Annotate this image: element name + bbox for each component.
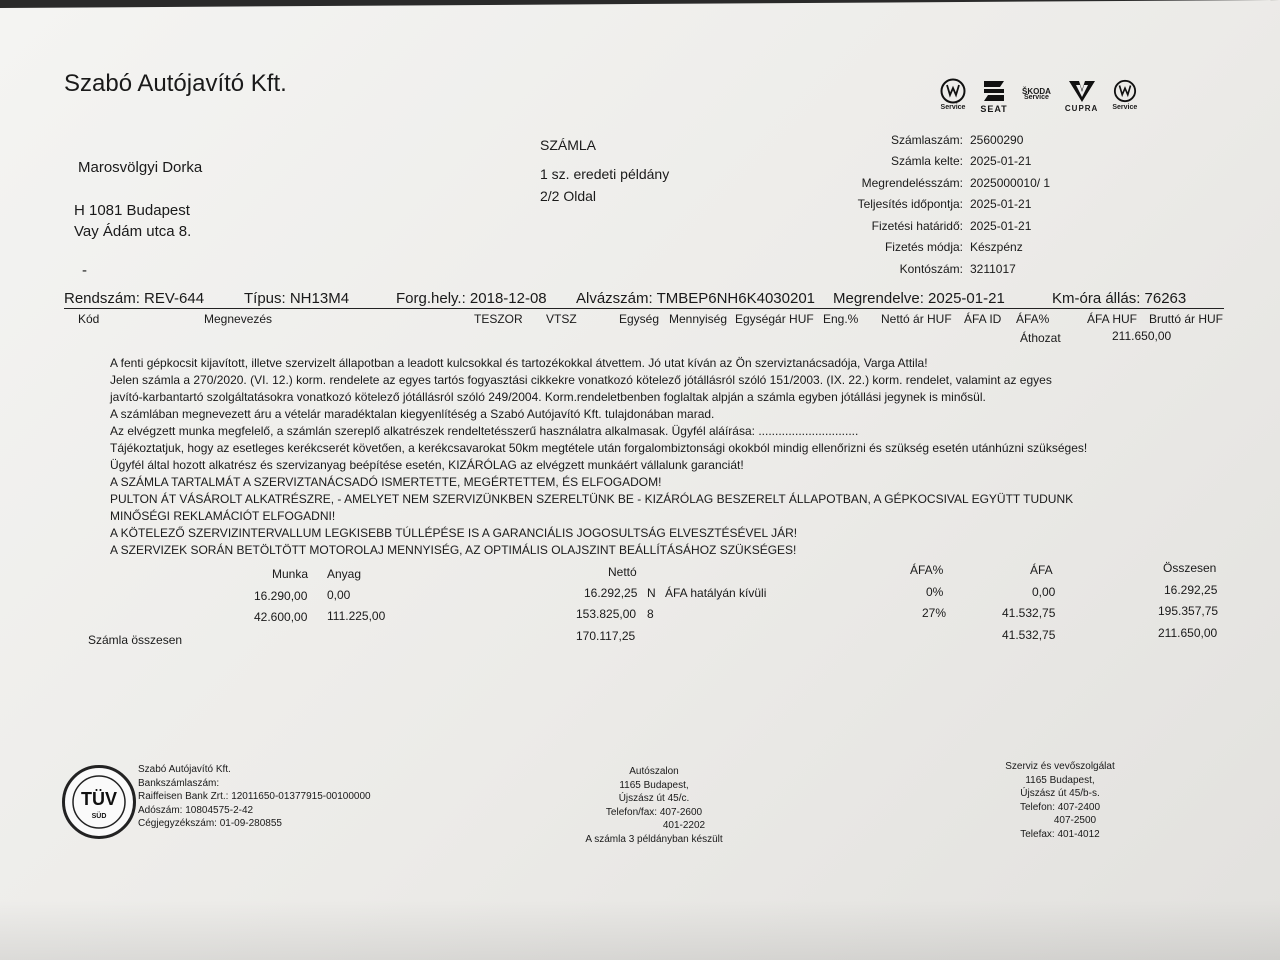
vw-icon	[1113, 79, 1137, 103]
note-line: MINŐSÉGI REKLAMÁCIÓT ELFOGADNI!	[110, 509, 336, 523]
vehicle-vin: Alvázszám: TMBEP6NH6K4030201	[576, 290, 816, 307]
vehicle-plate: Rendszám: REV-644	[64, 290, 205, 307]
totals-header-afa: ÁFA	[1030, 563, 1053, 577]
recipient-street: Vay Ádám utca 8.	[74, 223, 192, 240]
col-teszor: TESZOR	[474, 312, 523, 326]
table-cell: 0,00	[327, 588, 351, 602]
meta-value: 2025-01-21	[970, 154, 1032, 168]
col-kod: Kód	[78, 312, 100, 326]
meta-label: Fizetés módja:	[884, 240, 963, 254]
totals-sum-netto: 170.117,25	[576, 629, 636, 643]
skoda-service-logo: ŠKODA Service	[1022, 86, 1051, 101]
brand-logos	[940, 78, 1137, 114]
meta-value: 2025-01-21	[970, 219, 1032, 233]
vehicle-type: Típus: NH13M4	[244, 290, 350, 307]
vw-service-logo: Service	[940, 78, 966, 111]
col-eng: Eng.%	[823, 312, 859, 326]
table-cell: 16.292,25	[1164, 583, 1218, 597]
col-afa-pct: ÁFA%	[1016, 312, 1050, 326]
note-line: A SZERVIZEK SORÁN BETÖLTÖTT MOTOROLAJ MENNYISÉG, AZ OPTIMÁLIS OLAJSZINT BEÁLLÍTÁSÁHOZ SZÜKSÉGES!	[110, 543, 797, 557]
tuv-icon	[65, 768, 133, 836]
totals-header-osszesen: Összesen	[1163, 561, 1217, 575]
meta-label: Kontószám:	[899, 262, 963, 276]
meta-value: 25600290	[970, 133, 1024, 147]
doc-copy: 1 sz. eredeti példány	[540, 166, 670, 182]
tuv-certification-logo	[62, 765, 136, 839]
recipient-dash: -	[82, 262, 87, 279]
table-cell: 16.292,25	[584, 586, 638, 600]
vehicle-reg-date: Forg.hely.: 2018-12-08	[396, 290, 547, 307]
table-cell: ÁFA hatályán kívüli	[665, 586, 767, 600]
totals-sum-label: Számla összesen	[88, 633, 183, 647]
note-line: Ügyfél által hozott alkatrész és szervizanyag beépítése esetén, KIZÁRÓLAG az elvégzett munkáért vállalunk garanciát!	[110, 458, 744, 472]
table-cell: 27%	[922, 606, 947, 620]
col-afa-id: ÁFA ID	[964, 312, 1002, 326]
header-rule	[64, 308, 1224, 309]
col-mennyiseg: Mennyiség	[669, 312, 728, 326]
col-egyseg: Egység	[619, 312, 660, 326]
doc-title: SZÁMLA	[540, 137, 597, 153]
note-line: A fenti gépkocsit kijavított, illetve szervizelt állapotban a leadott kulcsokkal és tartozékokkal átvettem. Jó utat kíván az Ön szerviztanácsadója, Varga Attila!	[110, 356, 928, 370]
vehicle-km: Km-óra állás: 76263	[1052, 290, 1187, 307]
meta-label: Számla kelte:	[890, 154, 963, 168]
note-line: A SZÁMLA TARTALMÁT A SZERVIZTANÁCSADÓ ISMERTETTE, MEGÉRTETTEM, ÉS ELFOGADOM!	[110, 475, 662, 489]
table-cell: 41.532,75	[1002, 606, 1056, 620]
seat-icon	[980, 78, 1008, 104]
meta-label: Fizetési határidő:	[871, 219, 963, 233]
athozat-label: Áthozat	[1020, 331, 1061, 345]
note-line: Tájékoztatjuk, hogy az esetleges kerékcserét követően, a kerékcsavarokat 50km megtétele után forgalombiztonsági okokból mindig ellenőrizni és szükség esetén utánhúzni szükséges!	[110, 441, 1088, 455]
svg-text:TÜV: TÜV	[81, 789, 117, 809]
meta-label: Teljesítés időpontja:	[857, 197, 963, 211]
totals-sum-afa: 41.532,75	[1002, 628, 1056, 642]
col-megnevezes: Megnevezés	[204, 312, 273, 326]
meta-value: 2025-01-21	[970, 197, 1032, 211]
footer-salon: Autószalon 1165 Budapest, Újszász út 45/c. Telefon/fax: 407-2600 401-2202 A számla 3 példányban készült	[585, 766, 723, 845]
meta-value: Készpénz	[970, 240, 1023, 254]
col-afa-huf: ÁFA HUF	[1087, 312, 1138, 326]
totals-header-afa-pct: ÁFA%	[910, 563, 944, 577]
seat-logo: SEAT	[980, 78, 1008, 114]
vehicle-order-date: Megrendelve: 2025-01-21	[833, 290, 1005, 307]
footer-service: Szerviz és vevőszolgálat 1165 Budapest, Újszász út 45/b-s. Telefon: 407-2400 407-2500 Telefax: 401-4012	[1005, 761, 1115, 840]
note-line: A KÖTELEZŐ SZERVIZINTERVALLUM LEGKISEBB TÚLLÉPÉSE IS A GARANCIÁLIS JOGOSULTSÁG ELVESZTÉSÉVEL JÁR!	[110, 526, 798, 540]
footer-company: Szabó Autójavító Kft. Bankszámlaszám: Raiffeisen Bank Zrt.: 12011650-01377915-00100000 Adószám: 10804575-2-42 Cégjegyzékszám: 01-09-280855	[138, 764, 371, 829]
doc-page: 2/2 Oldal	[540, 188, 597, 204]
note-line: javító-karbantartó szolgáltatásokra vonatkozó kötelező jótállásról szóló 249/2004. Korm.rendeletbenben foglaltak alpján a számla egyben jótállási jegynek is minősül.	[110, 390, 986, 404]
invoice-notes	[110, 355, 1087, 559]
note-line: A számlában megnevezett áru a vételár maradéktalan kiegyenlítéség a Szabó Autójavító Kft. tulajdonában marad.	[110, 407, 715, 421]
table-cell: 16.290,00	[254, 589, 308, 603]
col-netto: Nettó ár HUF	[881, 312, 952, 326]
table-cell: 153.825,00	[576, 607, 637, 621]
svg-text:SÜD: SÜD	[91, 813, 107, 820]
meta-value: 3211017	[970, 262, 1016, 276]
vw-commercial-service-logo: Service	[1112, 78, 1137, 111]
note-line: Jelen számla a 270/2020. (VI. 12.) korm. rendelete az egyes tartós fogyasztási cikkekre vonatkozó kötelező jótállásról szóló 151/2003. (IX. 22.) korm. rendelet, valamint az egyes	[110, 373, 1052, 387]
vw-icon	[940, 78, 966, 104]
totals-header-munka: Munka	[272, 567, 309, 581]
table-cell: N	[647, 586, 656, 600]
note-line: PULTON ÁT VÁSÁROLT ALKATRÉSZRE, - AMELYET NEM SZERVIZÜNKBEN SZERELTÜNK BE - KIZÁRÓLAG BESZERELT ÁLLAPOTBAN, A GÉPKOCSIVAL EGYÜTT TUDUNK	[110, 492, 1074, 506]
totals-sum-osszesen: 211.650,00	[1158, 626, 1218, 640]
table-cell: 42.600,00	[254, 610, 308, 624]
totals-header-anyag: Anyag	[327, 567, 362, 581]
col-vtsz: VTSZ	[546, 312, 577, 326]
totals-header-netto: Nettó	[608, 565, 637, 579]
cupra-logo: CUPRA	[1065, 78, 1098, 113]
note-line: Az elvégzett munka megfelelő, a számlán szereplő alkatrészek rendeltetésszerű használatra alkalmasak. Ügyfél aláírása: ..............................	[110, 424, 859, 438]
meta-label: Megrendelésszám:	[861, 176, 963, 190]
recipient-name: Marosvölgyi Dorka	[78, 159, 203, 176]
table-cell: 8	[647, 607, 654, 621]
table-cell: 111.225,00	[327, 609, 386, 623]
cupra-icon	[1067, 78, 1097, 104]
table-cell: 0%	[926, 585, 944, 599]
company-name: Szabó Autójavító Kft.	[64, 70, 287, 97]
table-cell: 195.357,75	[1158, 604, 1219, 618]
table-cell: 0,00	[1032, 585, 1056, 599]
col-egysegar: Egységár HUF	[735, 312, 814, 326]
meta-value: 2025000010/ 1	[970, 176, 1051, 190]
col-brutto: Bruttó ár HUF	[1149, 312, 1224, 326]
recipient-city: H 1081 Budapest	[74, 202, 190, 219]
meta-label: Számlaszám:	[890, 133, 963, 147]
athozat-value: 211.650,00	[1112, 329, 1172, 343]
